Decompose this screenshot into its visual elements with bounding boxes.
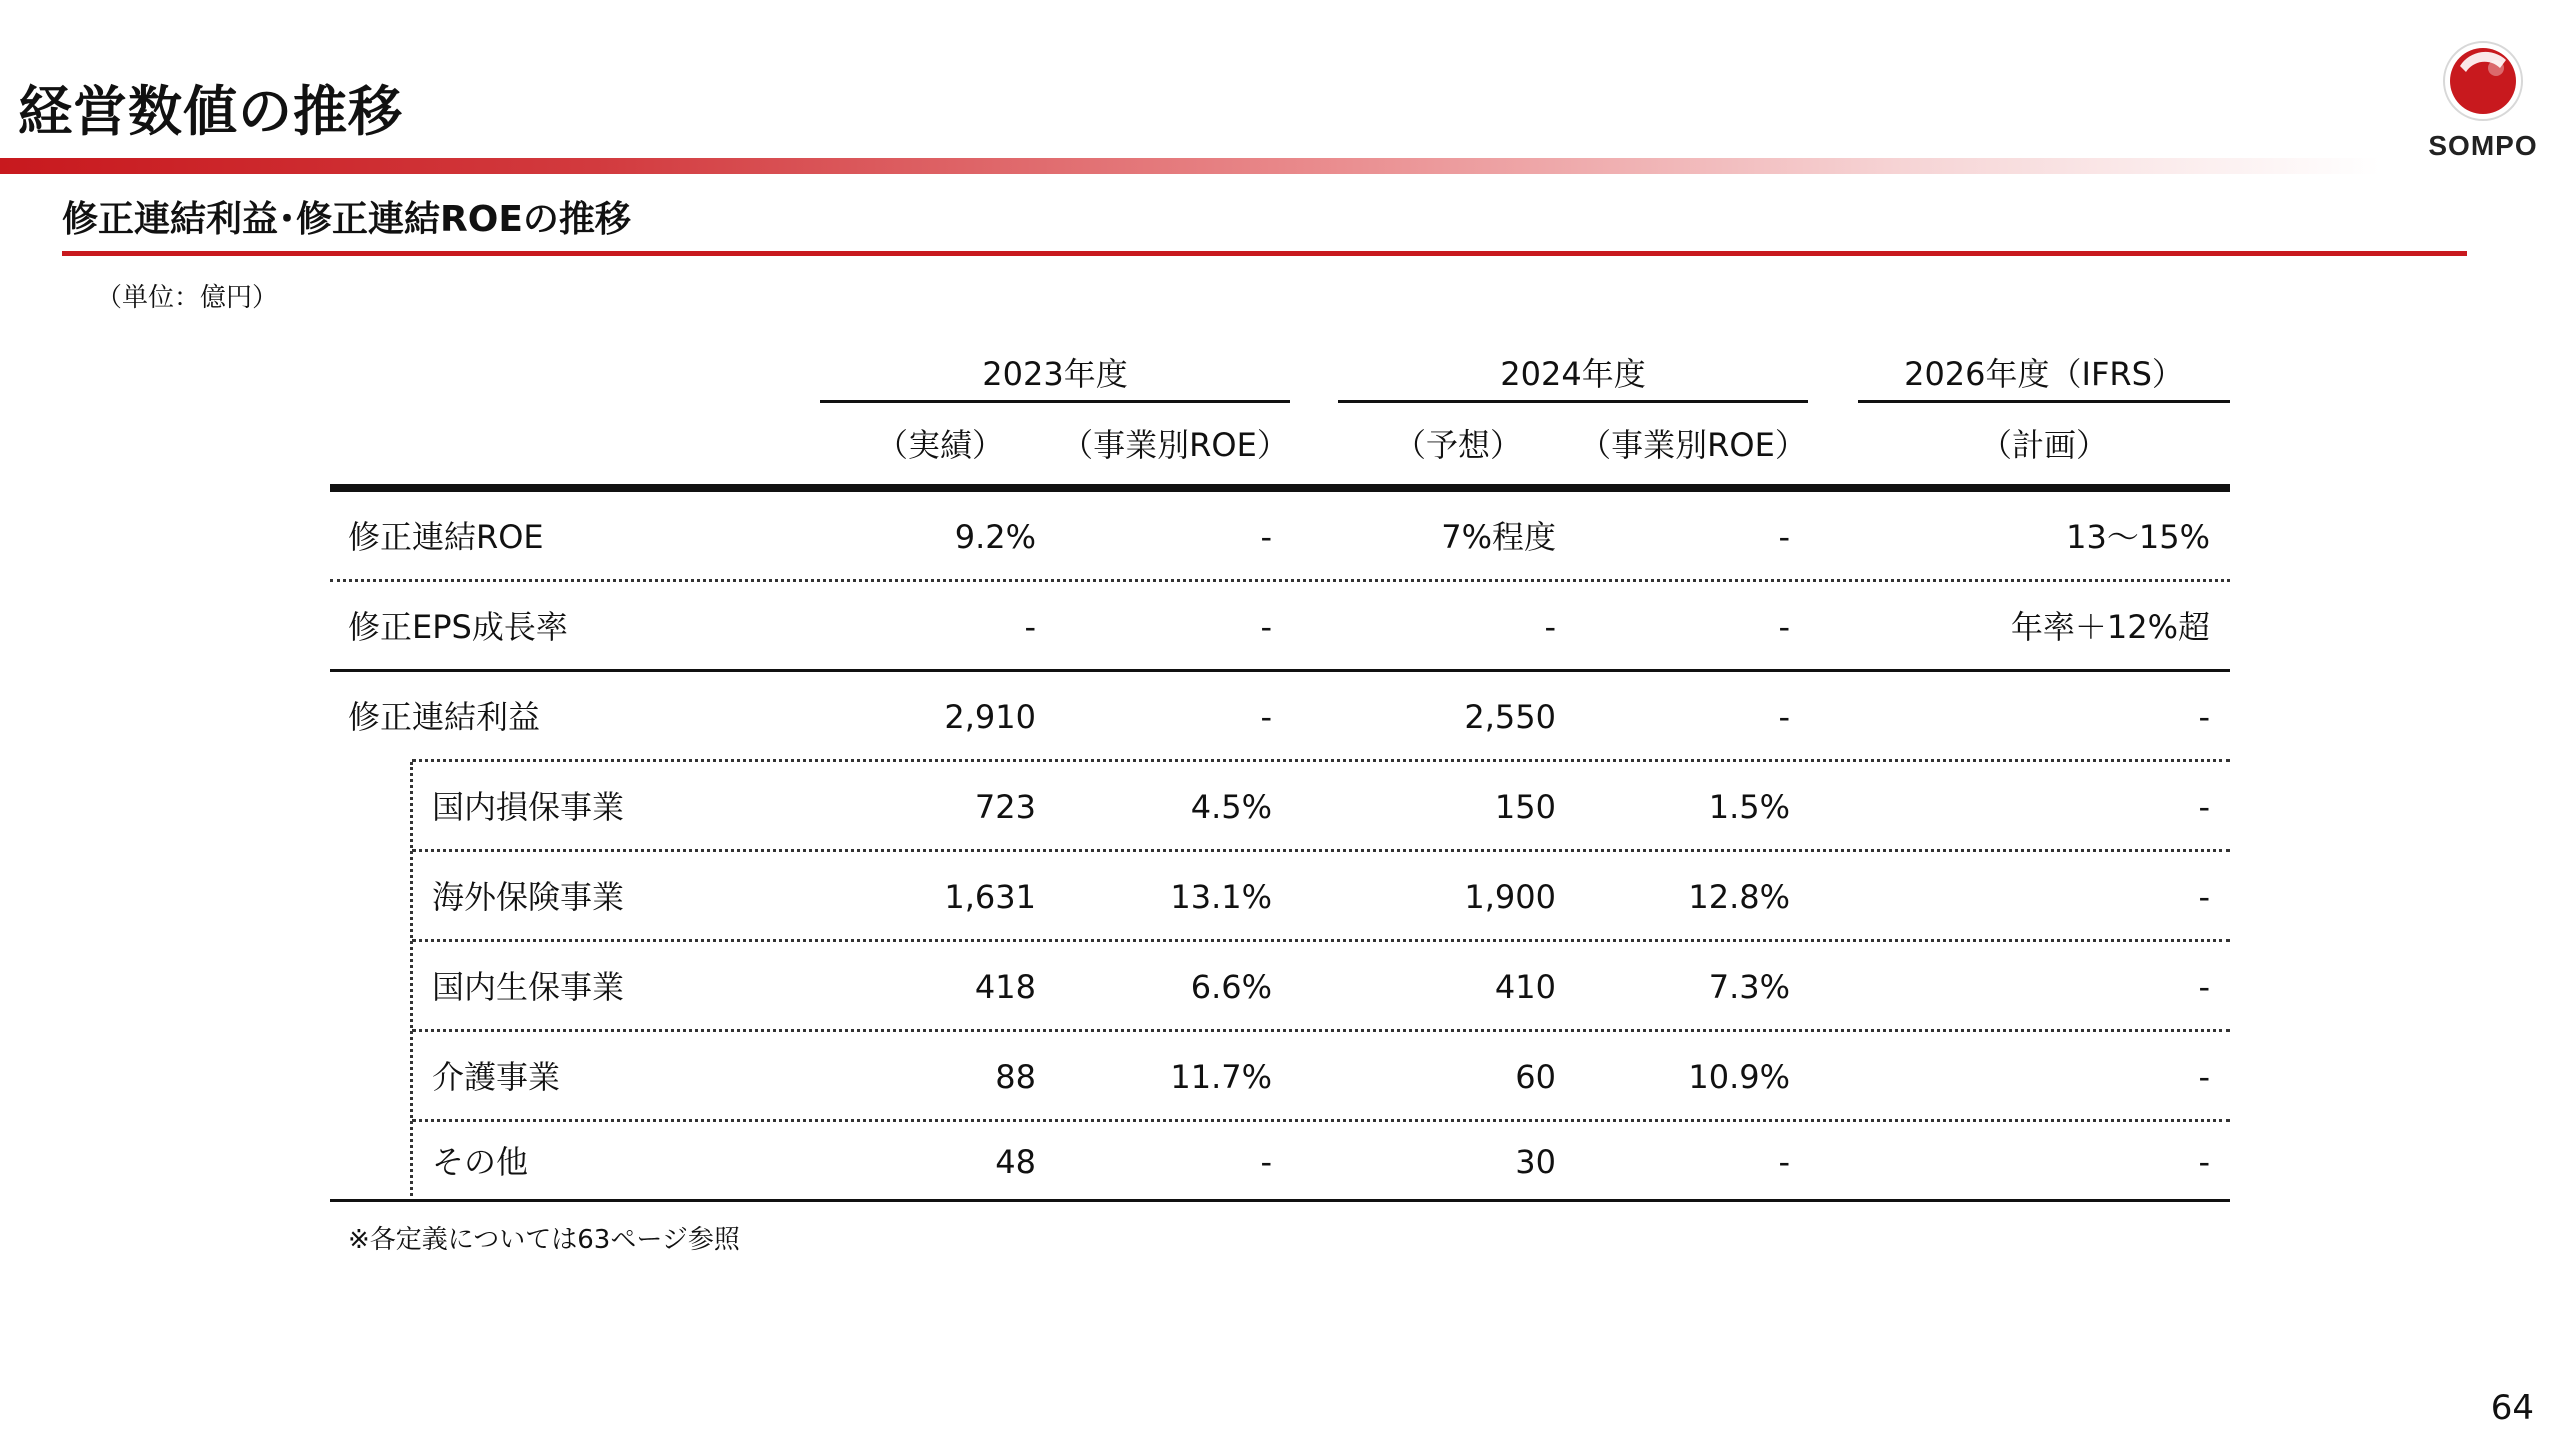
- sub-header-2026-plan: （計画）: [1979, 426, 2108, 464]
- sub-header-2023-roe: （事業別ROE）: [1061, 426, 1289, 464]
- cell-2026-plan: -: [2198, 1058, 2210, 1096]
- cell-2024-forecast: 30: [1515, 1143, 1556, 1181]
- title-gradient-bar: [0, 158, 2380, 174]
- brand-name: SOMPO: [2428, 130, 2538, 161]
- cell-2024-roe: 1.5%: [1708, 788, 1790, 826]
- cell-2023-roe: -: [1260, 608, 1272, 646]
- table-row: [330, 582, 2230, 672]
- cell-2023-roe: -: [1260, 1143, 1272, 1181]
- cell-2024-roe: 7.3%: [1708, 968, 1790, 1006]
- page-title: 経営数値の推移: [18, 80, 403, 143]
- sompo-logo: [2420, 38, 2546, 164]
- row-label: 国内生保事業: [432, 968, 625, 1006]
- row-label: 海外保険事業: [432, 878, 625, 916]
- table-row: [330, 492, 2230, 582]
- cell-2023-actual: -: [1024, 608, 1036, 646]
- cell-2023-actual: 48: [995, 1143, 1036, 1181]
- row-divider: [330, 1199, 2230, 1202]
- cell-2023-roe: 4.5%: [1190, 788, 1272, 826]
- cell-2026-plan: -: [2198, 968, 2210, 1006]
- cell-2023-actual: 418: [974, 968, 1036, 1006]
- cell-2024-forecast: 60: [1515, 1058, 1556, 1096]
- unit-note: （単位：億円）: [96, 283, 279, 313]
- year-header-2023: 2023年度: [820, 348, 1290, 403]
- header-divider: [330, 484, 2230, 492]
- cell-2023-roe: -: [1260, 698, 1272, 736]
- year-header-2024: 2024年度: [1338, 348, 1808, 403]
- row-label: 修正連結ROE: [348, 518, 544, 556]
- row-label: 修正連結利益: [348, 698, 541, 736]
- cell-2026-plan: -: [2198, 698, 2210, 736]
- cell-2023-actual: 1,631: [944, 878, 1036, 916]
- cell-2024-forecast: 150: [1494, 788, 1556, 826]
- financial-table: [330, 492, 2230, 1202]
- table-row: [330, 942, 2230, 1032]
- cell-2024-forecast: 410: [1494, 968, 1556, 1006]
- cell-2026-plan: 13～15%: [2066, 518, 2210, 556]
- sub-header-2024-roe: （事業別ROE）: [1579, 426, 1807, 464]
- cell-2026-plan: -: [2198, 878, 2210, 916]
- cell-2024-roe: -: [1778, 608, 1790, 646]
- table-row: [330, 672, 2230, 762]
- row-label: 修正EPS成長率: [348, 608, 568, 646]
- cell-2023-actual: 88: [995, 1058, 1036, 1096]
- sub-header-2023-actual: （実績）: [875, 426, 1004, 464]
- footnote: ※各定義については63ページ参照: [348, 1225, 740, 1255]
- cell-2024-forecast: 1,900: [1464, 878, 1556, 916]
- table-row: [330, 762, 2230, 852]
- row-label: 介護事業: [432, 1058, 561, 1096]
- cell-2024-forecast: -: [1544, 608, 1556, 646]
- cell-2023-roe: 6.6%: [1190, 968, 1272, 1006]
- cell-2023-roe: 13.1%: [1170, 878, 1272, 916]
- sompo-logo-icon: [2440, 38, 2526, 124]
- cell-2023-actual: 2,910: [944, 698, 1036, 736]
- row-label: 国内損保事業: [432, 788, 625, 826]
- table-row: [330, 852, 2230, 942]
- cell-2024-forecast: 2,550: [1464, 698, 1556, 736]
- cell-2024-roe: -: [1778, 1143, 1790, 1181]
- section-divider: [62, 251, 2467, 256]
- table-row: [330, 1032, 2230, 1122]
- page-number: 64: [2490, 1388, 2534, 1428]
- cell-2024-roe: -: [1778, 518, 1790, 556]
- cell-2023-roe: -: [1260, 518, 1272, 556]
- cell-2024-forecast: 7%程度: [1441, 518, 1556, 556]
- cell-2026-plan: -: [2198, 788, 2210, 826]
- row-label: その他: [432, 1143, 529, 1181]
- section-title: 修正連結利益･修正連結ROEの推移: [62, 199, 631, 240]
- cell-2024-roe: 12.8%: [1688, 878, 1790, 916]
- cell-2024-roe: -: [1778, 698, 1790, 736]
- sub-header-2024-forecast: （予想）: [1393, 426, 1522, 464]
- cell-2023-actual: 723: [974, 788, 1036, 826]
- cell-2026-plan: -: [2198, 1143, 2210, 1181]
- table-row: [330, 1122, 2230, 1202]
- cell-2026-plan: 年率＋12%超: [2010, 608, 2210, 646]
- cell-2024-roe: 10.9%: [1688, 1058, 1790, 1096]
- year-header-2026: 2026年度（IFRS）: [1858, 348, 2230, 403]
- cell-2023-actual: 9.2%: [954, 518, 1036, 556]
- cell-2023-roe: 11.7%: [1170, 1058, 1272, 1096]
